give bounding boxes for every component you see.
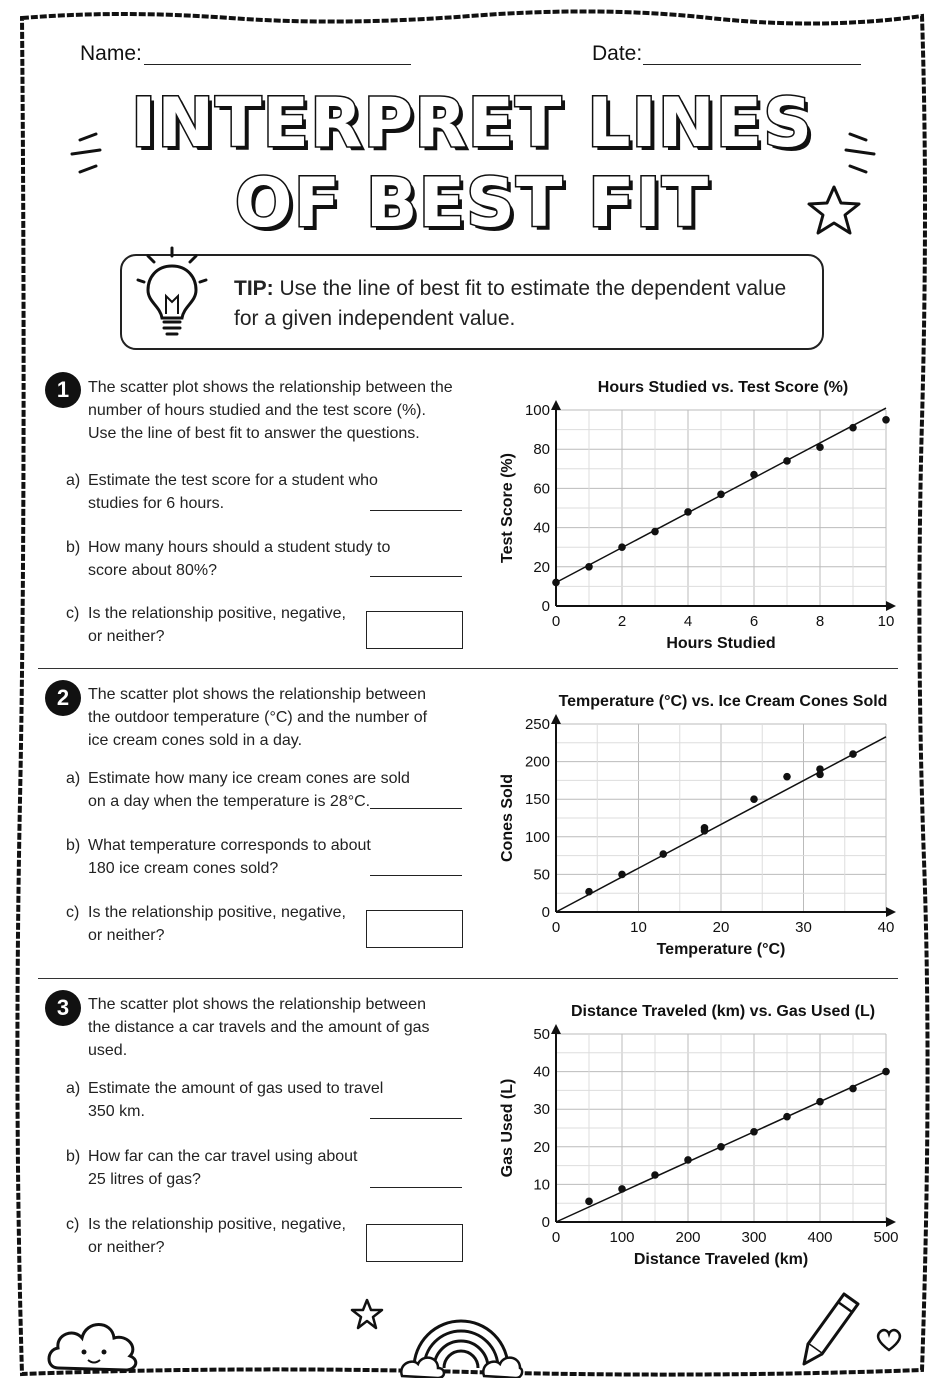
part-line: 180 ice cream cones sold? bbox=[88, 860, 279, 877]
rainbow-icon bbox=[398, 1306, 524, 1378]
data-point bbox=[618, 1185, 626, 1193]
intro-line: the outdoor temperature (°C) and the number of bbox=[88, 709, 428, 726]
x-tick-label: 8 bbox=[815, 613, 825, 630]
x-tick-label: 100 bbox=[609, 1229, 635, 1246]
x-tick-label: 0 bbox=[551, 1229, 561, 1246]
data-point bbox=[849, 750, 857, 758]
y-tick-label: 100 bbox=[524, 402, 550, 419]
chart-hours-vs-score bbox=[490, 372, 900, 662]
y-tick-label: 60 bbox=[533, 480, 550, 498]
part-label: a) bbox=[66, 472, 81, 489]
date-label: Date: bbox=[592, 42, 643, 65]
answer-line-1b[interactable] bbox=[370, 576, 462, 577]
y-tick-label: 80 bbox=[533, 441, 550, 459]
x-axis-label: Hours Studied bbox=[666, 635, 776, 652]
y-tick-label: 0 bbox=[541, 598, 550, 615]
x-axis-label: Distance Traveled (km) bbox=[633, 1251, 809, 1268]
sparkle-left-icon bbox=[66, 128, 106, 178]
y-tick-label: 0 bbox=[541, 1214, 550, 1231]
part-label: b) bbox=[66, 837, 81, 854]
section-divider bbox=[38, 978, 898, 979]
x-tick-label: 10 bbox=[630, 919, 647, 936]
question-1-intro bbox=[88, 376, 453, 445]
part-line: What temperature corresponds to about bbox=[88, 837, 371, 854]
y-tick-label: 250 bbox=[524, 716, 550, 733]
part-label: a) bbox=[66, 770, 81, 787]
data-point bbox=[849, 1085, 857, 1093]
y-tick-label: 40 bbox=[533, 519, 550, 537]
data-point bbox=[783, 1113, 791, 1121]
intro-line: The scatter plot shows the relationship between the bbox=[88, 379, 453, 396]
x-tick-label: 20 bbox=[712, 919, 730, 936]
data-point bbox=[882, 416, 890, 424]
x-tick-label: 400 bbox=[807, 1229, 833, 1246]
data-point bbox=[684, 1156, 692, 1164]
y-axis-label: Test Score (%) bbox=[499, 453, 516, 563]
x-axis-arrow bbox=[886, 907, 896, 917]
x-tick-label: 40 bbox=[877, 919, 895, 936]
chart-title: Temperature (°C) vs. Ice Cream Cones Sold bbox=[558, 693, 888, 710]
data-point bbox=[816, 443, 824, 451]
x-tick-label: 0 bbox=[551, 919, 561, 936]
y-axis-label: Gas Used (L) bbox=[499, 1078, 516, 1178]
chart-title: Hours Studied vs. Test Score (%) bbox=[597, 379, 849, 396]
data-point bbox=[816, 1098, 824, 1106]
sparkle-right-icon bbox=[840, 128, 880, 178]
data-point bbox=[651, 1171, 659, 1179]
x-axis-arrow bbox=[886, 1217, 896, 1227]
tip-text bbox=[234, 274, 786, 334]
intro-line: the distance a car travels and the amount of gas bbox=[88, 1019, 430, 1036]
title-line-1: INTERPRET LINES bbox=[130, 84, 814, 163]
y-tick-label: 30 bbox=[533, 1101, 550, 1119]
question-number-1: 1 bbox=[45, 372, 81, 408]
heart-icon bbox=[874, 1326, 904, 1354]
data-point bbox=[618, 543, 626, 551]
data-point bbox=[701, 824, 709, 832]
y-axis-label: Cones Sold bbox=[499, 773, 516, 863]
x-tick-label: 2 bbox=[617, 613, 627, 630]
part-label: c) bbox=[66, 904, 80, 921]
small-star-icon bbox=[350, 1298, 384, 1330]
intro-line: used. bbox=[88, 1042, 128, 1059]
data-point bbox=[585, 888, 593, 896]
intro-line: The scatter plot shows the relationship between bbox=[88, 686, 426, 703]
question-number-3: 3 bbox=[45, 990, 81, 1026]
data-point bbox=[659, 850, 667, 858]
section-divider bbox=[38, 668, 898, 669]
answer-line-1a[interactable] bbox=[370, 510, 462, 511]
data-point bbox=[882, 1068, 890, 1076]
y-tick-label: 40 bbox=[533, 1063, 550, 1081]
answer-line-2b[interactable] bbox=[370, 875, 462, 876]
question-2-intro bbox=[88, 683, 427, 752]
x-tick-label: 10 bbox=[877, 613, 895, 630]
part-line: Estimate the test score for a student who bbox=[88, 472, 378, 489]
data-point bbox=[651, 528, 659, 536]
x-axis-arrow bbox=[886, 601, 896, 611]
part-line: Estimate the amount of gas used to travel bbox=[88, 1080, 384, 1097]
answer-line-3b[interactable] bbox=[370, 1187, 462, 1188]
cloud-icon bbox=[44, 1310, 144, 1376]
part-line: or neither? bbox=[88, 1239, 165, 1256]
title-line-2: OF BEST FIT bbox=[234, 164, 710, 243]
x-tick-label: 300 bbox=[741, 1229, 767, 1246]
data-point bbox=[750, 1128, 758, 1136]
y-tick-label: 150 bbox=[524, 791, 550, 809]
x-axis-label: Temperature (°C) bbox=[656, 941, 786, 958]
part-line: Is the relationship positive, negative, bbox=[88, 605, 346, 622]
y-axis-arrow bbox=[551, 1024, 561, 1034]
data-point bbox=[783, 457, 791, 465]
y-tick-label: 50 bbox=[533, 1026, 550, 1043]
data-point bbox=[585, 1198, 593, 1206]
answer-line-3a[interactable] bbox=[370, 1118, 462, 1119]
y-tick-label: 0 bbox=[541, 904, 550, 921]
date-line[interactable] bbox=[643, 64, 861, 65]
y-tick-label: 20 bbox=[533, 1138, 550, 1156]
answer-line-2a[interactable] bbox=[370, 808, 462, 809]
y-tick-label: 50 bbox=[533, 866, 550, 884]
chart-distance-vs-gas bbox=[490, 996, 900, 1278]
y-tick-label: 200 bbox=[524, 753, 550, 771]
part-line: score about 80%? bbox=[88, 562, 217, 579]
answer-box-3c[interactable] bbox=[366, 1224, 463, 1262]
part-line: or neither? bbox=[88, 927, 165, 944]
intro-line: number of hours studied and the test score (%). bbox=[88, 402, 426, 419]
part-line: on a day when the temperature is 28°C. bbox=[88, 793, 371, 810]
data-point bbox=[783, 773, 791, 781]
tip-line-1: Use the line of best fit to estimate the dependent value bbox=[279, 277, 787, 300]
data-point bbox=[717, 1143, 725, 1151]
pencil-icon bbox=[800, 1290, 864, 1370]
x-tick-label: 30 bbox=[795, 919, 812, 936]
data-point bbox=[750, 471, 758, 479]
part-label: a) bbox=[66, 1080, 81, 1097]
y-axis-arrow bbox=[551, 714, 561, 724]
x-tick-label: 500 bbox=[873, 1229, 899, 1246]
lightbulb-icon bbox=[136, 244, 208, 336]
chart-title: Distance Traveled (km) vs. Gas Used (L) bbox=[570, 1003, 876, 1020]
data-point bbox=[552, 579, 560, 587]
part-line: or neither? bbox=[88, 628, 165, 645]
data-point bbox=[717, 490, 725, 498]
tip-label: TIP: bbox=[234, 277, 274, 300]
part-label: c) bbox=[66, 605, 80, 622]
part-line: How far can the car travel using about bbox=[88, 1148, 358, 1165]
data-point bbox=[816, 765, 824, 773]
part-label: b) bbox=[66, 1148, 81, 1165]
part-line: Is the relationship positive, negative, bbox=[88, 904, 346, 921]
data-point bbox=[618, 871, 626, 879]
answer-box-2c[interactable] bbox=[366, 910, 463, 948]
star-icon bbox=[806, 184, 862, 236]
part-line: 25 litres of gas? bbox=[88, 1171, 201, 1188]
part-line: Estimate how many ice cream cones are sold bbox=[88, 770, 410, 787]
part-line: How many hours should a student study to bbox=[88, 539, 391, 556]
part-label: c) bbox=[66, 1216, 80, 1233]
question-number-2: 2 bbox=[45, 680, 81, 716]
question-3-intro bbox=[88, 993, 430, 1062]
part-line: 350 km. bbox=[88, 1103, 145, 1120]
data-point bbox=[585, 563, 593, 571]
part-line: Is the relationship positive, negative, bbox=[88, 1216, 346, 1233]
intro-line: ice cream cones sold in a day. bbox=[88, 732, 303, 749]
name-line[interactable] bbox=[144, 64, 411, 65]
intro-line: The scatter plot shows the relationship between bbox=[88, 996, 426, 1013]
intro-line: Use the line of best fit to answer the questions. bbox=[88, 425, 420, 442]
x-tick-label: 6 bbox=[749, 613, 759, 630]
data-point bbox=[684, 508, 692, 516]
y-axis-arrow bbox=[551, 400, 561, 410]
name-label: Name: bbox=[80, 42, 142, 65]
part-line: studies for 6 hours. bbox=[88, 495, 225, 512]
chart-temperature-vs-cones bbox=[490, 686, 900, 968]
x-tick-label: 200 bbox=[675, 1229, 701, 1246]
part-label: b) bbox=[66, 539, 81, 556]
x-tick-label: 0 bbox=[551, 613, 561, 630]
y-tick-label: 100 bbox=[524, 828, 550, 846]
tip-line-2: for a given independent value. bbox=[234, 307, 516, 330]
x-tick-label: 4 bbox=[683, 613, 693, 630]
y-tick-label: 10 bbox=[533, 1176, 550, 1194]
data-point bbox=[849, 424, 857, 432]
data-point bbox=[750, 795, 758, 803]
y-tick-label: 20 bbox=[533, 558, 550, 576]
answer-box-1c[interactable] bbox=[366, 611, 463, 649]
